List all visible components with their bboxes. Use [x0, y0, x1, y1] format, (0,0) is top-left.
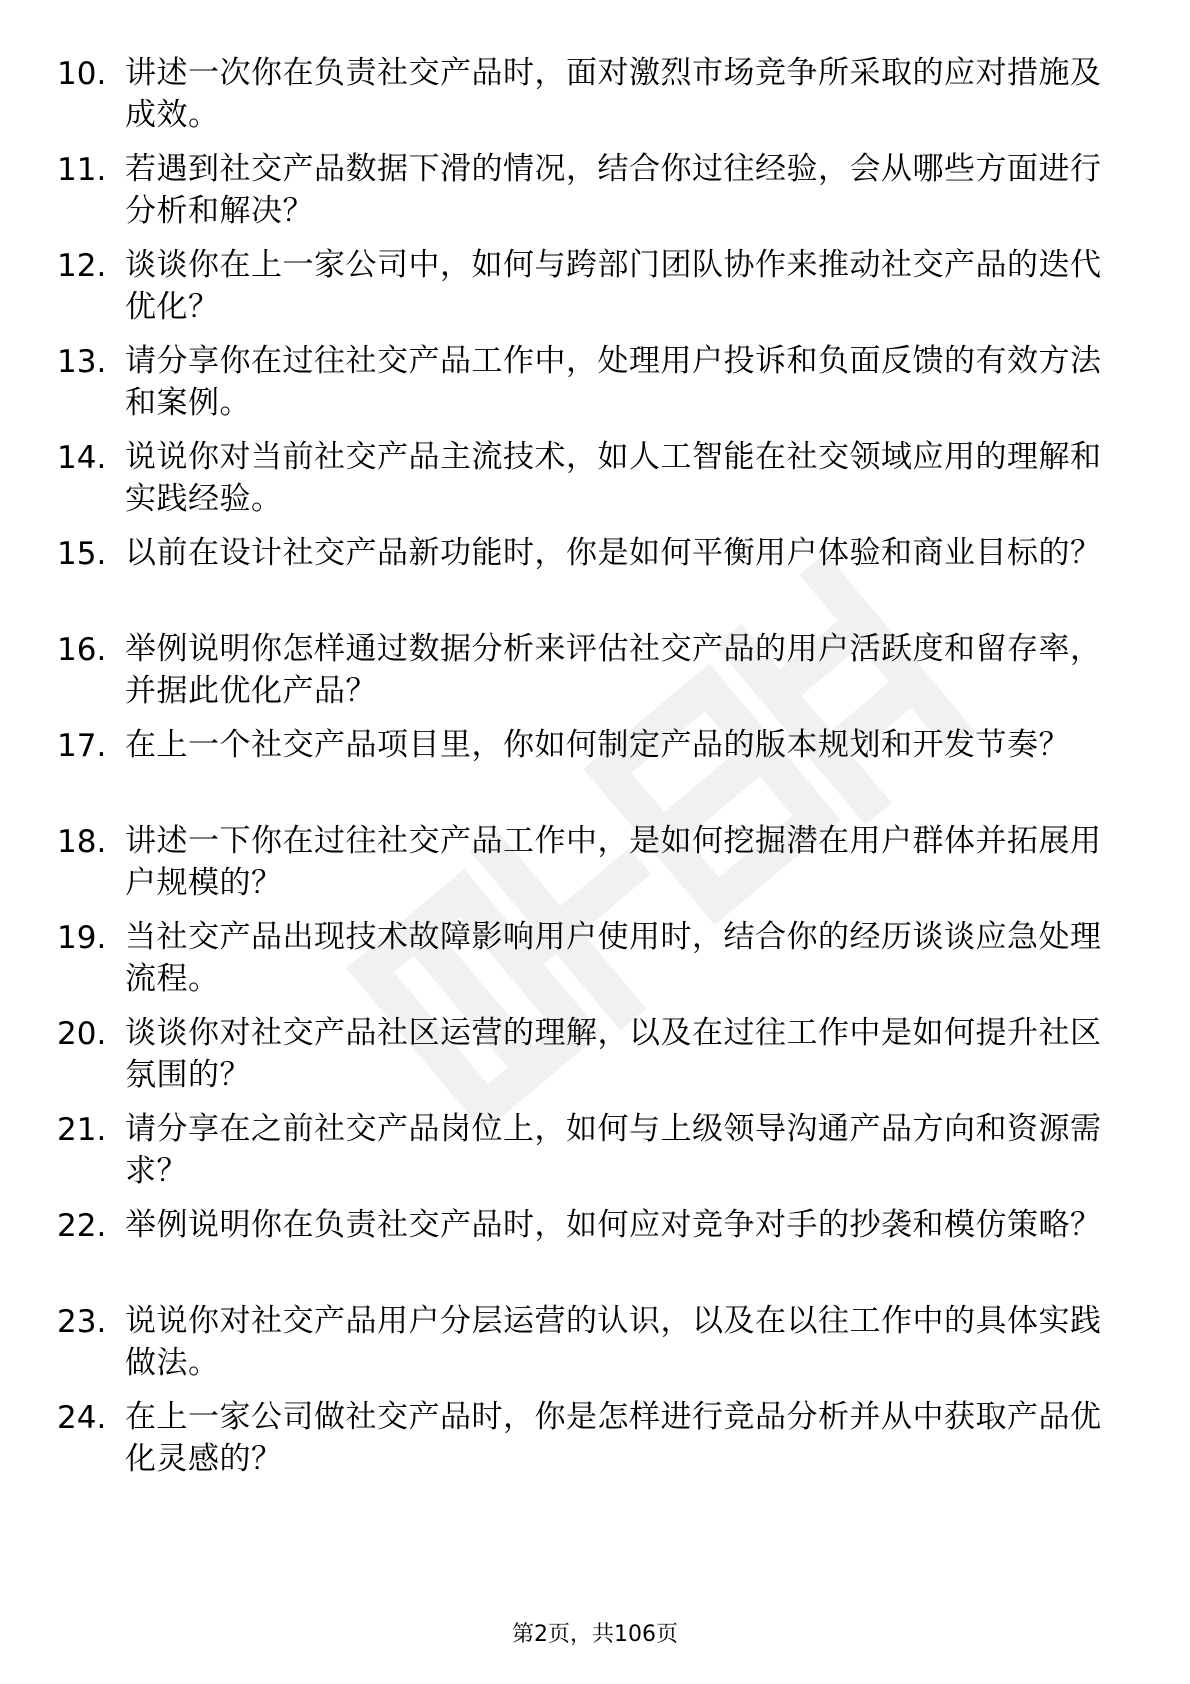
question-number: 19.	[57, 920, 107, 956]
question-number: 10.	[57, 56, 107, 92]
question-number: 18.	[57, 824, 107, 860]
question-number: 17.	[57, 728, 107, 764]
question-text: 在上一家公司做社交产品时，你是怎样进行竞品分析并从中获取产品优化灵感的？	[125, 1399, 1102, 1477]
question-item	[0, 46, 1190, 142]
question-item	[0, 1390, 1190, 1486]
question-item	[0, 1006, 1190, 1102]
question-text: 谈谈你对社交产品社区运营的理解，以及在过往工作中是如何提升社区氛围的？	[125, 1015, 1102, 1093]
question-item	[0, 718, 1190, 814]
question-text: 举例说明你在负责社交产品时，如何应对竞争对手的抄袭和模仿策略？	[125, 1207, 1102, 1243]
question-text: 说说你对社交产品用户分层运营的认识，以及在以往工作中的具体实践做法。	[125, 1303, 1102, 1381]
question-text: 谈谈你在上一家公司中，如何与跨部门团队协作来推动社交产品的迭代优化？	[125, 247, 1102, 325]
question-item	[0, 1198, 1190, 1294]
question-number: 21.	[57, 1112, 107, 1148]
question-number: 14.	[57, 440, 107, 476]
question-item	[0, 334, 1190, 430]
question-number: 12.	[57, 248, 107, 284]
page-footer: 第2页，共106页	[512, 1622, 678, 1647]
question-item	[0, 622, 1190, 718]
question-number: 22.	[57, 1208, 107, 1244]
question-text: 说说你对当前社交产品主流技术，如人工智能在社交领域应用的理解和实践经验。	[125, 439, 1102, 517]
question-number: 13.	[57, 344, 107, 380]
question-item	[0, 1102, 1190, 1198]
question-number: 24.	[57, 1400, 107, 1436]
question-text: 当社交产品出现技术故障影响用户使用时，结合你的经历谈谈应急处理流程。	[125, 919, 1102, 997]
question-text: 举例说明你怎样通过数据分析来评估社交产品的用户活跃度和留存率，并据此优化产品？	[125, 631, 1102, 709]
question-text: 若遇到社交产品数据下滑的情况，结合你过往经验，会从哪些方面进行分析和解决？	[125, 151, 1102, 229]
question-item	[0, 910, 1190, 1006]
question-number: 15.	[57, 536, 107, 572]
question-text: 讲述一下你在过往社交产品工作中，是如何挖掘潜在用户群体并拓展用户规模的？	[125, 823, 1102, 901]
question-number: 23.	[57, 1304, 107, 1340]
question-number: 16.	[57, 632, 107, 668]
question-item	[0, 1294, 1190, 1390]
question-item	[0, 814, 1190, 910]
question-number: 11.	[57, 152, 107, 188]
question-list	[0, 46, 1190, 1486]
question-item	[0, 142, 1190, 238]
question-number: 20.	[57, 1016, 107, 1052]
question-text: 请分享在之前社交产品岗位上，如何与上级领导沟通产品方向和资源需求？	[125, 1111, 1102, 1189]
question-text: 请分享你在过往社交产品工作中，处理用户投诉和负面反馈的有效方法和案例。	[125, 343, 1102, 421]
question-text: 以前在设计社交产品新功能时，你是如何平衡用户体验和商业目标的？	[125, 535, 1102, 571]
question-item	[0, 430, 1190, 526]
question-text: 讲述一次你在负责社交产品时，面对激烈市场竞争所采取的应对措施及成效。	[125, 55, 1102, 133]
question-item	[0, 526, 1190, 622]
question-item	[0, 238, 1190, 334]
question-text: 在上一个社交产品项目里，你如何制定产品的版本规划和开发节奏？	[125, 727, 1070, 763]
